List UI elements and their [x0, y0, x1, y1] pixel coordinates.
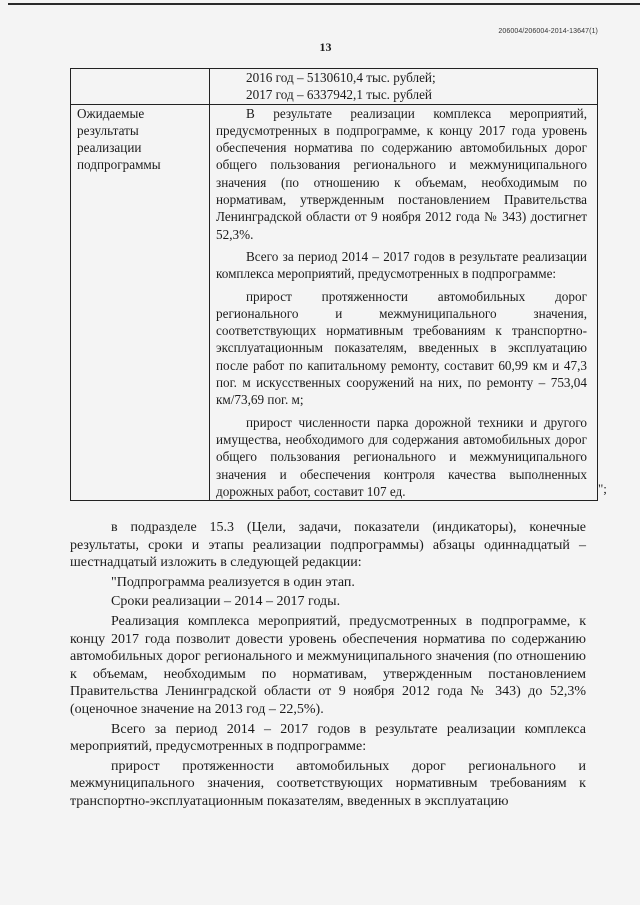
- subprogram-table: [70, 68, 598, 501]
- body-paragraph-1: в подразделе 15.3 (Цели, задачи, показатели (индикаторы), конечные результаты, сроки и этапы реализации подпрограммы) абзацы одиннадцатый – шестнадцатый изложить в следующей редакции:: [70, 520, 586, 571]
- body-paragraph-6: прирост протяженности автомобильных дорог регионального и межмуниципального значения, соответствующих нормативным требованиям к транспортно-эксплуатационным показателям, введенных в эксплуатацию: [70, 758, 586, 809]
- table-row: [71, 104, 598, 501]
- funding-line-2017: 2017 год – 6337942,1 тыс. рублей: [246, 87, 432, 103]
- table-row: [71, 69, 598, 105]
- body-text: [70, 519, 586, 811]
- top-border-line: [8, 3, 640, 5]
- expected-results-text: [210, 104, 598, 501]
- page-number: 13: [319, 40, 332, 54]
- body-paragraph-5: Всего за период 2014 – 2017 годов в результате реализации комплекса мероприятий, предусмотренных в подпрограмме:: [70, 721, 586, 755]
- body-paragraph-4: Реализация комплекса мероприятий, предусмотренных в подпрограмме, к концу 2017 года позволит довести уровень обеспечения норматива по содержанию автомобильных дорог регионального и межмуниципального значения (по отношению к объемам, необходимым по нормативам, утвержденным постановлением Правительства Ленинградской области от 9 ноября 2012 года № 343) до 52,3% (оценочное значение на 2013 год – 22,5%).: [70, 613, 586, 717]
- body-paragraph-2: "Подпрограмма реализуется в один этап.: [111, 574, 355, 590]
- document-id-stamp: 206004/206004-2014-13647(1): [498, 28, 598, 35]
- table-cell-empty: [71, 69, 210, 105]
- results-paragraph-3: прирост протяженности автомобильных дорог регионального и межмуниципального значения, соответствующих нормативным требованиям к транспортно-эксплуатационным показателям, введенных в эксплуатацию после работ по капитальному ремонту, составит 60,99 км и 47,3 пог. м искусственных сооружений на них, по ремонту – 753,04 км/73,69 пог. м;: [216, 288, 587, 408]
- expected-results-label: Ожидаемые результаты реализации подпрограммы: [71, 104, 210, 501]
- closing-quote-mark: ";: [598, 481, 607, 496]
- results-paragraph-1: В результате реализации комплекса мероприятий, предусмотренных в подпрограмме, к концу 2017 года уровень обеспечения норматива по содержанию автомобильных дорог общего пользования регионального и межмуниципального значения (по отношению к объемам, необходимым по нормативам, утвержденным постановлением Правительства Ленинградской области от 9 ноября 2012 года № 343) достигнет 52,3%.: [216, 105, 587, 242]
- results-paragraph-4: прирост численности парка дорожной техники и другого имущества, необходимого для содержания автомобильных дорог общего пользования регионального и межмуниципального значения и обеспечения контроля качества выполненных дорожных работ, составит 107 ед.: [216, 414, 587, 499]
- body-paragraph-3: Сроки реализации – 2014 – 2017 годы.: [111, 594, 341, 610]
- results-paragraph-2: Всего за период 2014 – 2017 годов в результате реализации комплекса мероприятий, предусмотренных в подпрограмме:: [216, 248, 587, 282]
- table-cell-funding: [210, 69, 598, 105]
- funding-line-2016: 2016 год – 5130610,4 тыс. рублей;: [246, 70, 436, 85]
